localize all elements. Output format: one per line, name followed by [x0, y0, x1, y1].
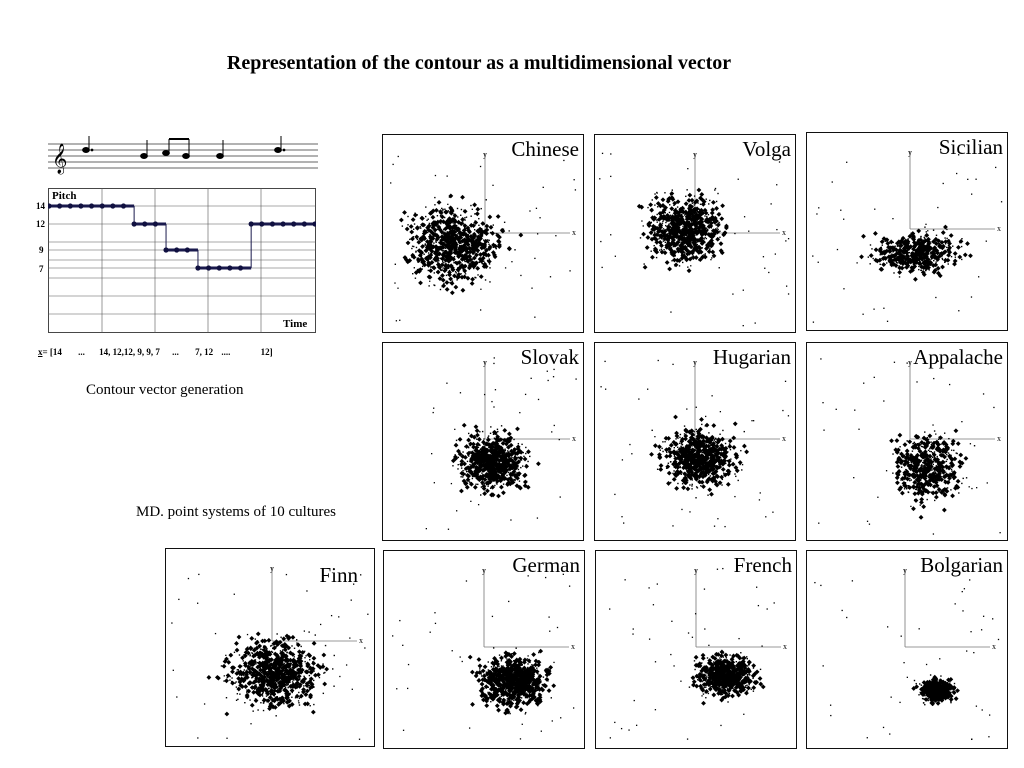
- y-axis-label: y: [693, 358, 697, 367]
- panel-label: Hugarian: [712, 345, 791, 369]
- scatter-plot: [807, 551, 1006, 747]
- x-axis-label: x: [782, 228, 786, 237]
- contour-point: [302, 221, 307, 226]
- panel-label: German: [512, 553, 580, 577]
- scatter-panel: [595, 550, 797, 749]
- point-cloud: [171, 574, 368, 740]
- contour-point: [238, 265, 243, 270]
- scatter-plot: [807, 133, 1006, 329]
- y-axis-label: y: [482, 566, 486, 575]
- x-axis-label: x: [572, 228, 576, 237]
- scatter-panel: [382, 134, 584, 333]
- scatter-panel: [165, 548, 375, 747]
- y-axis-label: y: [693, 150, 697, 159]
- vector-part: = [14: [42, 347, 62, 357]
- contour-point: [78, 203, 83, 208]
- y-axis-label: y: [694, 566, 698, 575]
- point-cloud: [426, 357, 577, 530]
- panel-label: Slovak: [520, 345, 579, 369]
- point-cloud: [609, 568, 775, 740]
- vector-part: ...: [78, 347, 85, 357]
- vector-symbol: x: [38, 347, 43, 357]
- contour-point: [110, 203, 115, 208]
- panel-label: Finn: [319, 563, 358, 587]
- contour-point: [280, 221, 285, 226]
- contour-point: [206, 265, 211, 270]
- contour-point: [163, 247, 168, 252]
- x-axis-label: x: [783, 642, 787, 651]
- contour-point: [89, 203, 94, 208]
- contour-point: [291, 221, 296, 226]
- panel-label: French: [733, 553, 792, 577]
- contour-point: [259, 221, 264, 226]
- vector-part: 14, 12,12, 9, 9, 7: [99, 347, 160, 357]
- y-tick-label: 9: [39, 245, 44, 255]
- page-title: Representation of the contour as a multidimensional vector: [226, 52, 732, 74]
- contour-point: [100, 203, 105, 208]
- scatter-plot: [384, 551, 583, 747]
- treble-clef-icon: 𝄞: [52, 144, 68, 174]
- contour-point: [195, 265, 200, 270]
- scatter-panel: [594, 342, 796, 541]
- x-axis-label: x: [782, 434, 786, 443]
- panel-label: Volga: [742, 137, 791, 161]
- contour-point: [227, 265, 232, 270]
- y-axis-label: y: [908, 358, 912, 367]
- panel-label: Appalache: [913, 345, 1003, 369]
- y-axis-label: y: [483, 358, 487, 367]
- point-cloud: [812, 149, 1002, 323]
- contour-point: [249, 221, 254, 226]
- x-axis-label: x: [997, 434, 1001, 443]
- contour-point: [174, 247, 179, 252]
- time-axis-label: Time: [283, 318, 308, 330]
- y-axis-label: y: [908, 148, 912, 157]
- scatter-plot: [383, 343, 582, 539]
- x-axis-label: x: [997, 224, 1001, 233]
- contour-vector-text: [38, 347, 328, 357]
- contour-point: [142, 221, 147, 226]
- contour-point: [132, 221, 137, 226]
- point-systems-caption: MD. point systems of 10 cultures: [136, 504, 336, 520]
- scatter-panel: [806, 550, 1008, 749]
- scatter-plot: [595, 343, 794, 539]
- panel-label: Bolgarian: [920, 553, 1003, 577]
- scatter-plot: [383, 135, 582, 331]
- scatter-plot: [596, 551, 795, 747]
- contour-point: [48, 203, 52, 208]
- scatter-panel: [806, 342, 1008, 541]
- x-axis-label: x: [572, 434, 576, 443]
- contour-point: [121, 203, 126, 208]
- scatter-plot: [595, 135, 794, 331]
- contour-point: [185, 247, 190, 252]
- contour-vector-caption: Contour vector generation: [86, 382, 244, 398]
- panel-label: Sicilian: [938, 135, 1003, 159]
- contour-point: [153, 221, 158, 226]
- y-axis-label: y: [270, 564, 274, 573]
- panel-label: Chinese: [511, 137, 579, 161]
- scatter-plot: [807, 343, 1006, 539]
- x-axis-label: x: [992, 642, 996, 651]
- scatter-panel: [382, 342, 584, 541]
- x-axis-label: x: [359, 636, 363, 645]
- scatter-panel: [594, 134, 796, 333]
- point-cloud: [599, 153, 789, 327]
- y-axis-label: y: [903, 566, 907, 575]
- x-axis-label: x: [571, 642, 575, 651]
- contour-point: [57, 203, 62, 208]
- contour-point: [217, 265, 222, 270]
- contour-point: [68, 203, 73, 208]
- point-cloud: [818, 358, 1001, 534]
- y-tick-label: 7: [39, 264, 44, 274]
- music-staff: [48, 136, 320, 176]
- scatter-panel: [806, 132, 1008, 331]
- point-cloud: [392, 574, 574, 740]
- vector-part: ...: [172, 347, 179, 357]
- point-cloud: [814, 579, 999, 740]
- vector-part: 7, 12: [195, 347, 214, 357]
- contour-point: [270, 221, 275, 226]
- y-axis-label: y: [483, 150, 487, 159]
- vector-part: 12]: [260, 347, 273, 357]
- scatter-panel: [383, 550, 585, 749]
- pitch-axis-label: Pitch: [52, 190, 77, 202]
- contour-chart: [48, 188, 316, 333]
- vector-part: ....: [221, 347, 231, 357]
- point-cloud: [390, 156, 576, 322]
- contour-point: [312, 221, 316, 226]
- y-tick-label: 12: [36, 219, 45, 229]
- y-tick-label: 14: [36, 201, 45, 211]
